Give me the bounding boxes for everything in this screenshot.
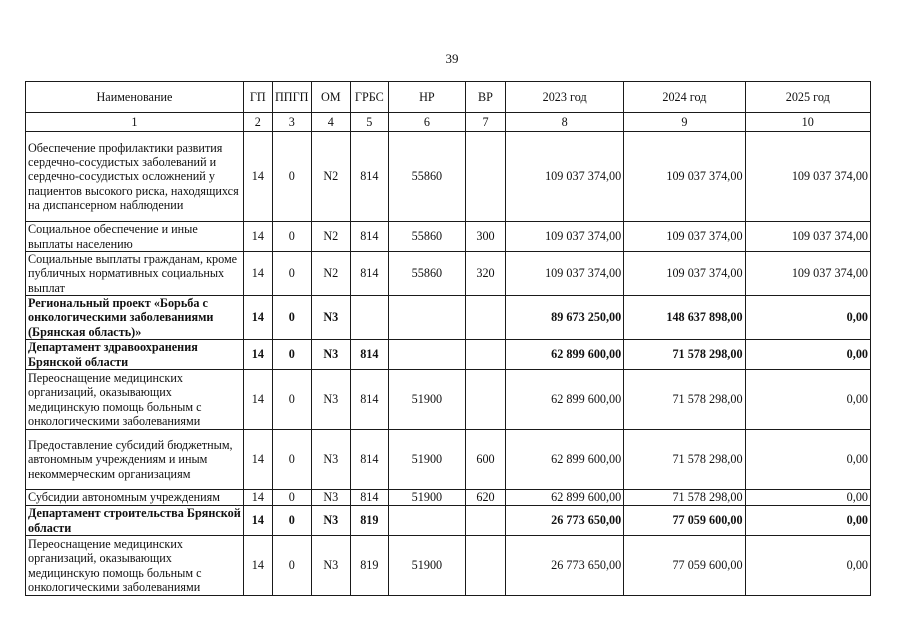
cell-grbs: 814 [350, 370, 388, 430]
cell-nr [388, 506, 465, 536]
cell-name: Переоснащение медицинских организаций, оказывающих медицинскую помощь больным с онкологическими заболеваниями [26, 370, 244, 430]
header-cell-vr: ВР [465, 82, 505, 113]
cell-nr: 51900 [388, 536, 465, 596]
cell-2024: 77 059 600,00 [624, 536, 745, 596]
cell-name: Обеспечение профилактики развития сердечно-сосудистых заболеваний и сердечно-сосудистых осложнений у пациентов высокого риска, находящихся на диспансерном наблюдении [26, 132, 244, 222]
cell-2023: 109 037 374,00 [506, 222, 624, 252]
header-cell-2025: 2025 год [745, 82, 870, 113]
cell-ppgp: 0 [272, 132, 311, 222]
cell-2024: 109 037 374,00 [624, 222, 745, 252]
table-row [26, 222, 871, 252]
cell-2024: 71 578 298,00 [624, 370, 745, 430]
cell-2025: 0,00 [745, 490, 870, 506]
cell-name: Переоснащение медицинских организаций, оказывающих медицинскую помощь больным с онкологическими заболеваниями [26, 536, 244, 596]
column-number-cell: 5 [350, 113, 388, 132]
header-cell-name: Наименование [26, 82, 244, 113]
column-number-cell: 1 [26, 113, 244, 132]
cell-2023: 109 037 374,00 [506, 132, 624, 222]
table-row [26, 252, 871, 296]
header-cell-gp: ГП [243, 82, 272, 113]
page-number: 39 [445, 51, 459, 66]
column-number-row [26, 113, 871, 132]
cell-om: N3 [311, 536, 350, 596]
cell-gp: 14 [243, 222, 272, 252]
cell-gp: 14 [243, 536, 272, 596]
column-number-cell: 6 [388, 113, 465, 132]
cell-2023: 109 037 374,00 [506, 252, 624, 296]
column-number-cell: 4 [311, 113, 350, 132]
cell-nr [388, 296, 465, 340]
cell-nr: 51900 [388, 370, 465, 430]
header-cell-om: ОМ [311, 82, 350, 113]
cell-om: N3 [311, 430, 350, 490]
cell-2025: 109 037 374,00 [745, 132, 870, 222]
cell-ppgp: 0 [272, 536, 311, 596]
cell-2023: 62 899 600,00 [506, 340, 624, 370]
cell-ppgp: 0 [272, 430, 311, 490]
cell-vr: 300 [465, 222, 505, 252]
cell-om: N3 [311, 340, 350, 370]
header-cell-ppgp: ППГП [272, 82, 311, 113]
cell-2024: 148 637 898,00 [624, 296, 745, 340]
cell-name: Предоставление субсидий бюджетным, автономным учреждениям и иным некоммерческим организациям [26, 430, 244, 490]
table-row [26, 490, 871, 506]
cell-ppgp: 0 [272, 252, 311, 296]
cell-vr: 600 [465, 430, 505, 490]
cell-name: Региональный проект «Борьба с онкологическими заболеваниями (Брянская область)» [26, 296, 244, 340]
cell-gp: 14 [243, 370, 272, 430]
budget-table [25, 81, 871, 596]
cell-grbs: 819 [350, 536, 388, 596]
cell-gp: 14 [243, 430, 272, 490]
cell-vr [465, 296, 505, 340]
column-number-cell: 10 [745, 113, 870, 132]
cell-2025: 0,00 [745, 296, 870, 340]
cell-ppgp: 0 [272, 506, 311, 536]
cell-om: N3 [311, 370, 350, 430]
cell-name: Социальное обеспечение и иные выплаты населению [26, 222, 244, 252]
cell-grbs: 814 [350, 222, 388, 252]
cell-grbs: 814 [350, 490, 388, 506]
cell-om: N2 [311, 222, 350, 252]
cell-2025: 0,00 [745, 536, 870, 596]
table-row [26, 340, 871, 370]
cell-2023: 62 899 600,00 [506, 430, 624, 490]
cell-grbs: 814 [350, 252, 388, 296]
header-cell-grbs: ГРБС [350, 82, 388, 113]
cell-2025: 0,00 [745, 370, 870, 430]
header-cell-nr: НР [388, 82, 465, 113]
cell-2025: 109 037 374,00 [745, 252, 870, 296]
table-row [26, 132, 871, 222]
cell-gp: 14 [243, 296, 272, 340]
cell-vr [465, 506, 505, 536]
cell-grbs: 814 [350, 430, 388, 490]
cell-om: N3 [311, 296, 350, 340]
cell-vr [465, 132, 505, 222]
column-number-cell: 7 [465, 113, 505, 132]
cell-nr: 51900 [388, 430, 465, 490]
cell-vr [465, 340, 505, 370]
cell-vr [465, 536, 505, 596]
cell-om: N3 [311, 490, 350, 506]
cell-nr: 55860 [388, 252, 465, 296]
table-row [26, 506, 871, 536]
column-number-cell: 2 [243, 113, 272, 132]
cell-nr: 51900 [388, 490, 465, 506]
cell-2023: 26 773 650,00 [506, 536, 624, 596]
cell-ppgp: 0 [272, 340, 311, 370]
cell-2024: 71 578 298,00 [624, 490, 745, 506]
cell-vr: 620 [465, 490, 505, 506]
cell-2023: 89 673 250,00 [506, 296, 624, 340]
cell-nr [388, 340, 465, 370]
cell-grbs: 819 [350, 506, 388, 536]
cell-2024: 77 059 600,00 [624, 506, 745, 536]
cell-2025: 0,00 [745, 340, 870, 370]
cell-grbs: 814 [350, 340, 388, 370]
table-header-row [26, 82, 871, 113]
table-row [26, 370, 871, 430]
cell-2025: 0,00 [745, 430, 870, 490]
cell-2024: 71 578 298,00 [624, 340, 745, 370]
cell-ppgp: 0 [272, 490, 311, 506]
cell-gp: 14 [243, 132, 272, 222]
header-cell-2023: 2023 год [506, 82, 624, 113]
cell-om: N3 [311, 506, 350, 536]
cell-gp: 14 [243, 252, 272, 296]
column-number-cell: 3 [272, 113, 311, 132]
cell-name: Департамент строительства Брянской области [26, 506, 244, 536]
cell-grbs [350, 296, 388, 340]
cell-name: Департамент здравоохранения Брянской области [26, 340, 244, 370]
cell-2023: 62 899 600,00 [506, 490, 624, 506]
cell-grbs: 814 [350, 132, 388, 222]
cell-2023: 62 899 600,00 [506, 370, 624, 430]
table-row [26, 536, 871, 596]
cell-ppgp: 0 [272, 370, 311, 430]
cell-nr: 55860 [388, 222, 465, 252]
table-row [26, 430, 871, 490]
cell-2024: 109 037 374,00 [624, 132, 745, 222]
cell-ppgp: 0 [272, 296, 311, 340]
cell-2024: 71 578 298,00 [624, 430, 745, 490]
cell-2024: 109 037 374,00 [624, 252, 745, 296]
cell-om: N2 [311, 132, 350, 222]
cell-ppgp: 0 [272, 222, 311, 252]
cell-name: Субсидии автономным учреждениям [26, 490, 244, 506]
cell-vr: 320 [465, 252, 505, 296]
cell-2025: 109 037 374,00 [745, 222, 870, 252]
column-number-cell: 9 [624, 113, 745, 132]
cell-om: N2 [311, 252, 350, 296]
cell-vr [465, 370, 505, 430]
cell-name: Социальные выплаты гражданам, кроме публичных нормативных социальных выплат [26, 252, 244, 296]
cell-gp: 14 [243, 506, 272, 536]
cell-gp: 14 [243, 340, 272, 370]
cell-2025: 0,00 [745, 506, 870, 536]
cell-2023: 26 773 650,00 [506, 506, 624, 536]
table-row [26, 296, 871, 340]
header-cell-2024: 2024 год [624, 82, 745, 113]
cell-gp: 14 [243, 490, 272, 506]
cell-nr: 55860 [388, 132, 465, 222]
column-number-cell: 8 [506, 113, 624, 132]
